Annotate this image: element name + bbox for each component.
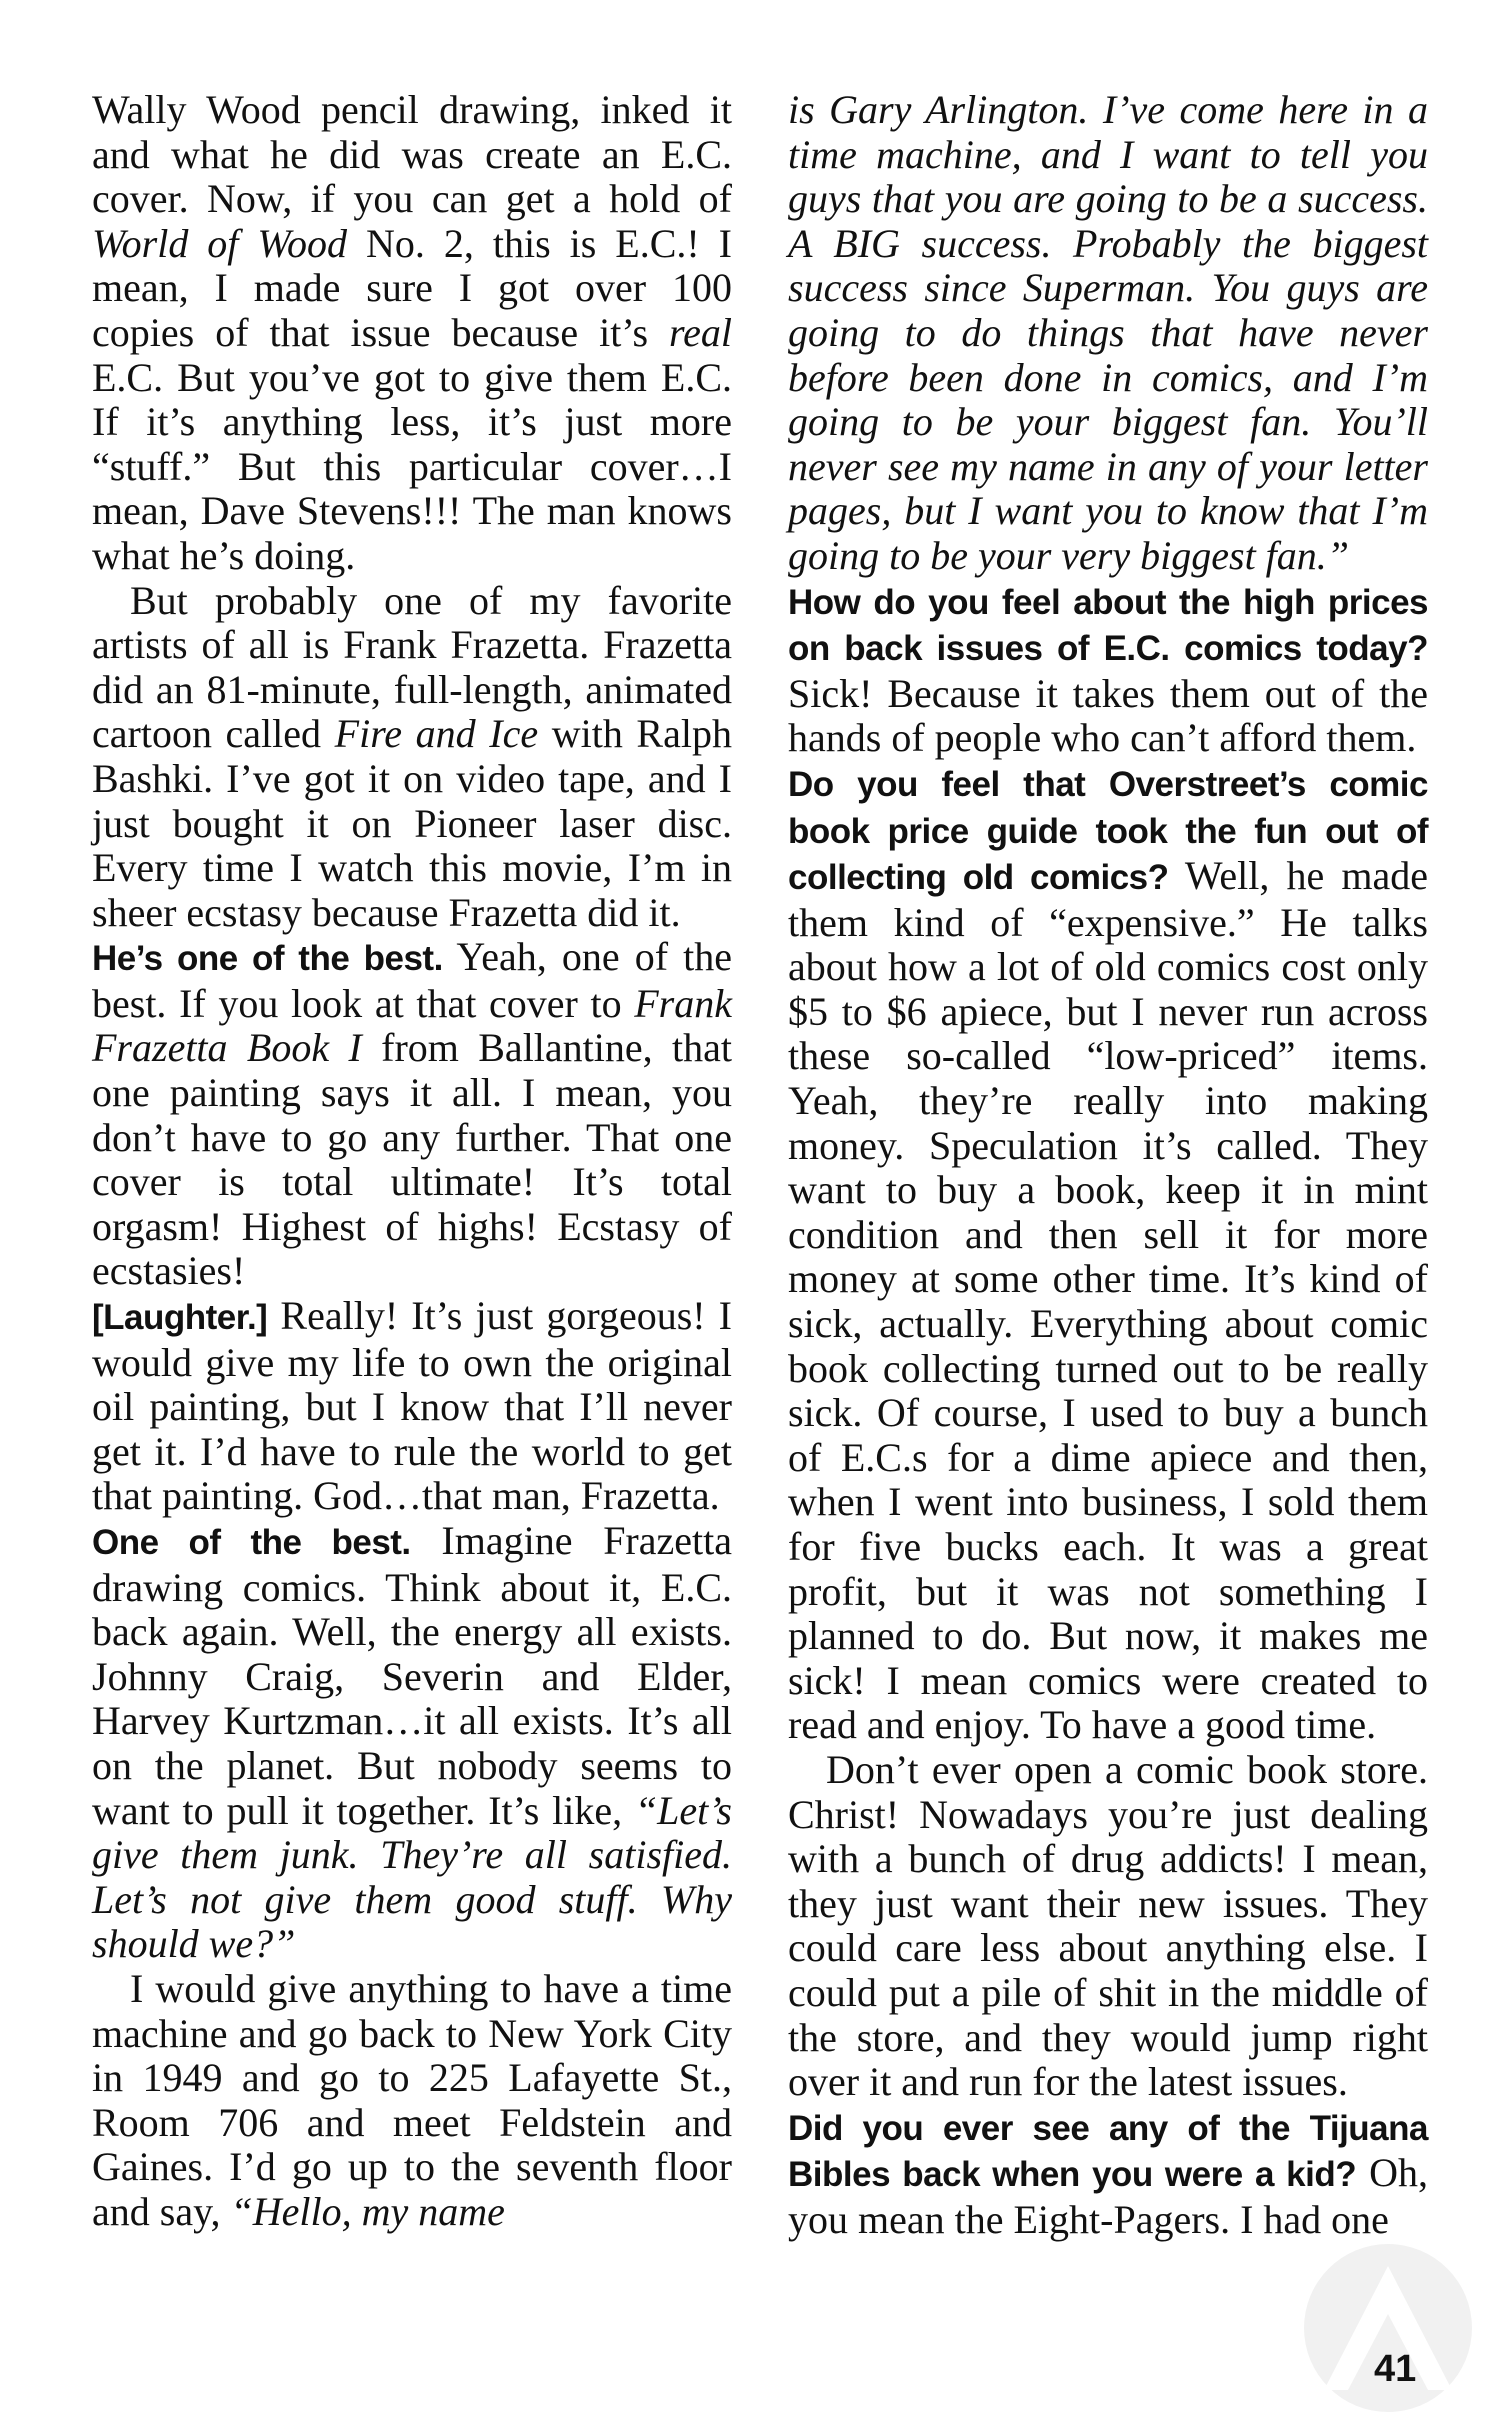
body-text: E.C. But you’ve got to give them E.C. If it’s anything less, it’s just more “stuff.” But this particular cover…I mean, Dave Stevens!!! The man knows what he’s doing. <box>92 354 732 578</box>
body-text: Really! It’s just gorgeous! I would give my life to own the original oil painting, but I know that I’ll never get it. I’d have to rule the world to get that painting. God…that man, Frazetta. <box>92 1293 732 1519</box>
left-column <box>92 88 732 2235</box>
interviewer-question: One of the best. <box>92 1523 411 1562</box>
body-text: Don’t ever open a comic book store. Christ! Nowadays you’re just dealing with a bunch of drug addicts! I mean, they just want their new issues. They could care less about anything else. I could put a pile of shit in the middle of the store, and they would jump right over it and run for the latest issues. <box>788 1746 1428 2105</box>
paragraph <box>788 761 1428 1748</box>
paragraph <box>92 579 732 936</box>
interviewer-question: [Laughter.] <box>92 1298 268 1338</box>
paragraph <box>788 2105 1428 2243</box>
italic-title: Frank Frazetta Book I <box>92 980 732 1071</box>
body-text: Yeah, one of the best. If you look at that cover to <box>92 934 732 1026</box>
paragraph <box>788 88 1428 579</box>
body-text: Well, he made them kind of “expensive.” He talks about how a lot of old comics cost only $5 to $6 apiece, but I never run across these so-called “low-priced” items. Yeah, they’re really into making money. Speculation it’s called. They want to buy a book, keep it in mint condition and then sell it for more money at some other time. It’s kind of sick, actually. Everything about comic book collecting turned out to be really sick. Of course, I used to buy a bunch of E.C.s for a dime apiece and then, when I went into business, I sold them for five bucks each. It was a great profit, but it was not something I planned to do. But now, it makes me sick! I mean comics were created to read and enjoy. To have a good time. <box>788 853 1428 1748</box>
paragraph <box>788 579 1428 761</box>
italic-quote: is Gary Arlington. I’ve come here in a time machine, and I want to tell you guys that you are going to be a success. A BIG success. Probably the biggest success since Superman. You guys are going to do things that have never before been done in comics, and I’m going to be your biggest fan. You’ll never see my name in any of your letter pages, but I want you to know that I’m going to be your very biggest fan.” <box>788 87 1428 578</box>
italic-title: Fire and Ice <box>334 711 539 757</box>
body-text: No. 2, this is E.C.! I mean, I made sure I got over 100 copies of that issue because it’s <box>92 220 732 355</box>
paragraph <box>92 935 732 1294</box>
body-text: But probably one of my favorite artists of all is Frank Frazetta. Frazetta did an 81-minute, full-length, animated cartoon called <box>92 577 732 757</box>
paragraph <box>788 1748 1428 2105</box>
body-text: Sick! Because it takes them out of the hands of people who can’t afford them. <box>788 670 1428 761</box>
italic-title: World of Wood <box>92 220 348 266</box>
interviewer-question: Did you ever see any of the Tijuana Bibles back when you were a kid? <box>788 2108 1428 2195</box>
paragraph <box>92 1294 732 1519</box>
interviewer-question: How do you feel about the high prices on back issues of E.C. comics today? <box>788 582 1428 669</box>
italic-quote: “Hello, my name <box>230 2188 505 2234</box>
page-number: 41 <box>1374 2348 1417 2390</box>
paragraph <box>92 1967 732 2235</box>
interviewer-question: Do you feel that Overstreet’s comic book price guide took the fun out of collecting old comics? <box>788 764 1428 898</box>
body-text: from Ballantine, that one painting says it all. I mean, you don’t have to go any further. That one cover is total ultimate! It’s total orgasm! Highest of highs! Ecstasy of ecstasies! <box>92 1025 732 1294</box>
body-text: with Ralph Bashki. I’ve got it on video tape, and I just bought it on Pioneer laser disc. Every time I watch this movie, I’m in sheer ecstasy because Frazetta did it. <box>92 711 732 935</box>
body-text: Imagine Frazetta drawing comics. Think about it, E.C. back again. Well, the energy all exists. Johnny Craig, Severin and Elder, Harvey Kurtzman…it all exists. It’s all on the planet. But nobody seems to want to pull it together. It’s like, <box>92 1518 732 1833</box>
body-text: Oh, you mean the Eight-Pagers. I had one <box>788 2150 1429 2242</box>
paragraph <box>92 1519 732 1967</box>
italic-quote: “Let’s give them junk. They’re all satisfied. Let’s not give them good stuff. Why should we?” <box>92 1787 732 1967</box>
body-text: Wally Wood pencil drawing, inked it and what he did was create an E.C. cover. Now, if you can get a hold of <box>92 87 732 222</box>
interviewer-question: He’s one of the best. <box>92 939 443 979</box>
body-text: I would give anything to have a time machine and go back to New York City in 1949 and go to 225 Lafayette St., Room 706 and meet Feldstein and Gaines. I’d go up to the seventh floor and say, <box>92 1965 732 2234</box>
right-column <box>788 88 1428 2243</box>
italic-emphasis: real <box>669 309 732 355</box>
paragraph <box>92 88 732 579</box>
